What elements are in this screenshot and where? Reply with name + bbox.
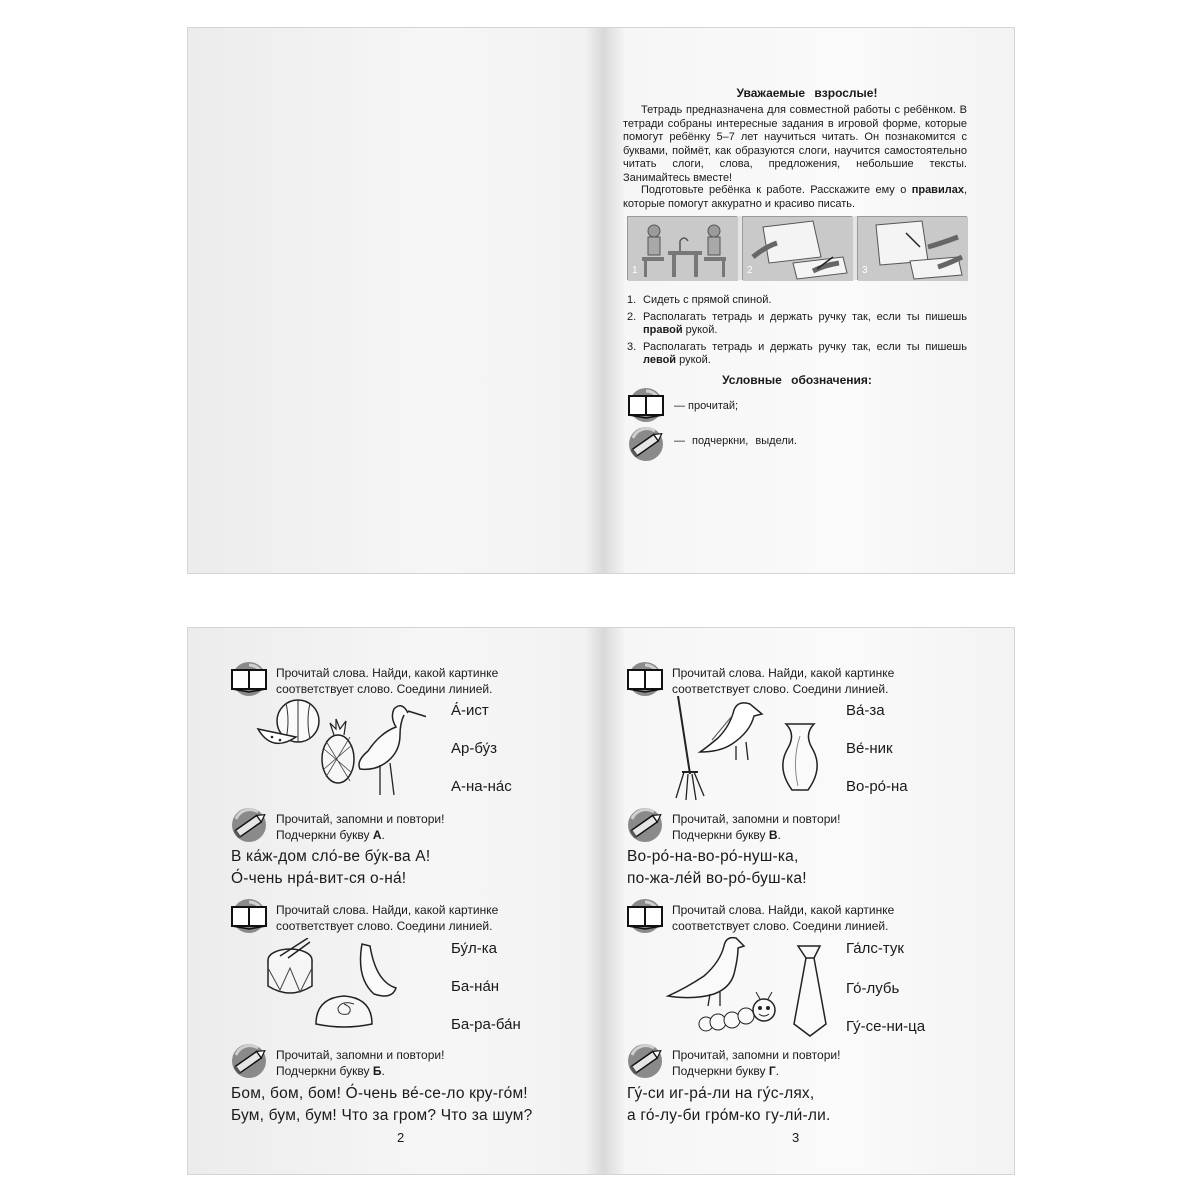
letter-b-pictures <box>264 938 424 1038</box>
rule-item: 3. Располагать тетрадь и держать ручку так, если ты пишешь левой рукой. <box>627 340 967 367</box>
book-icon <box>230 661 270 697</box>
word-vaza: Ва́-за <box>846 702 885 719</box>
sitting-children-illustration <box>628 217 738 281</box>
poem-line: Гу́-си иг-ра́-ли на гу́с-лях, <box>627 1085 815 1102</box>
caterpillar-icon <box>699 992 775 1031</box>
blank-left-page <box>188 28 600 573</box>
picture-number: 3 <box>862 265 868 276</box>
rule-item: 1. Сидеть с прямой спиной. <box>627 294 772 306</box>
poem-line: а го́-лу-би гро́м-ко гу-ли́-ли. <box>627 1107 831 1124</box>
pigeon-icon <box>668 938 744 1006</box>
left-hand-writing-illustration <box>858 217 968 281</box>
poem-line: Во-ро́-на-во-ро́-нуш-ка, <box>627 848 799 865</box>
poem-line: О́-чень нра́-вит-ся о-на́! <box>231 870 407 887</box>
intro-heading: Уважаемые взрослые! <box>736 86 878 100</box>
letter-v-pictures <box>670 694 830 804</box>
rules-list <box>627 294 967 371</box>
posture-picture-right-hand <box>742 216 852 280</box>
legend-underline-text: — подчеркни, выдели. <box>674 435 797 447</box>
bun-icon <box>316 996 372 1027</box>
stork-icon <box>359 706 426 795</box>
book-icon <box>626 661 666 697</box>
poem-b <box>231 1083 532 1127</box>
pencil-icon <box>230 807 270 843</box>
book-icon <box>230 898 270 934</box>
crow-icon <box>700 703 762 760</box>
page-number: 3 <box>792 1130 800 1145</box>
word-venik: Ве́-ник <box>846 740 893 757</box>
word-gusenitsa: Гу́-се-ни-ца <box>846 1018 926 1035</box>
word-baraban: Ба-ра-ба́н <box>451 1016 521 1033</box>
banana-icon <box>361 944 397 996</box>
rule-item: 2. Располагать тетрадь и держать ручку так, если ты пишешь правой рукой. <box>627 310 967 337</box>
word-ananas: А-на-на́с <box>451 778 512 795</box>
word-galstuk: Га́лс-тук <box>846 940 904 957</box>
drum-icon <box>268 938 312 993</box>
pencil-icon <box>627 426 667 462</box>
word-arbuz: Ар-бу́з <box>451 740 497 757</box>
poem-line: В ка́ж-дом сло́-ве бу́к-ва А! <box>231 848 431 865</box>
legend-title: Условные обозначения: <box>722 373 872 387</box>
legend-read-text: — прочитай; <box>674 400 739 412</box>
posture-pictures <box>627 216 967 280</box>
pencil-icon <box>626 1043 666 1079</box>
pencil-icon <box>230 1043 270 1079</box>
pencil-icon <box>626 807 666 843</box>
poem-line: по-жа-ле́й во-ро́-буш-ка! <box>627 870 807 887</box>
word-golub: Го́-лубь <box>846 980 900 997</box>
tie-icon <box>794 946 826 1036</box>
book-icon <box>626 898 666 934</box>
letter-a-pictures <box>256 697 426 797</box>
posture-picture-sitting <box>627 216 737 280</box>
poem-g <box>627 1083 830 1127</box>
poem-line: Бум, бум, бум! Что за гром? Что за шум? <box>231 1107 533 1124</box>
page-number: 2 <box>397 1130 405 1145</box>
book-icon <box>627 387 667 423</box>
intro-paragraph: Тетрадь предназначена для совместной работы с ребёнком. В тетради собраны интересные задания в игровой форме, которые помогут ребёнку 5–7 лет научиться читать. Он познакомится с буквами, поймёт, как образуются слоги, научится самостоятельно читать слоги, слова, предложения, небольшие тексты. Занимайтесь вместе! <box>623 104 967 184</box>
picture-number: 2 <box>747 265 753 276</box>
right-hand-writing-illustration <box>743 217 853 281</box>
intro-paragraph-rules: Подготовьте ребёнка к работе. Расскажите ему о правилах, которые помогут аккуратно и красиво писать. <box>623 184 967 210</box>
poem-line: Бом, бом, бом! О́-чень ве́-се-ло кру-го́м! <box>231 1085 528 1102</box>
word-bulka: Бу́л-ка <box>451 940 497 957</box>
pineapple-icon <box>322 719 354 783</box>
vase-icon <box>783 724 817 790</box>
posture-picture-left-hand <box>857 216 967 280</box>
poem-v <box>627 846 807 890</box>
word-vorona: Во-ро́-на <box>846 778 908 795</box>
letter-g-pictures <box>664 932 834 1038</box>
picture-number: 1 <box>632 265 638 276</box>
word-aist: А́-ист <box>451 702 489 719</box>
word-banan: Ба-на́н <box>451 978 500 995</box>
poem-a <box>231 846 430 890</box>
broom-icon <box>676 696 704 800</box>
watermelon-icon <box>258 700 319 743</box>
